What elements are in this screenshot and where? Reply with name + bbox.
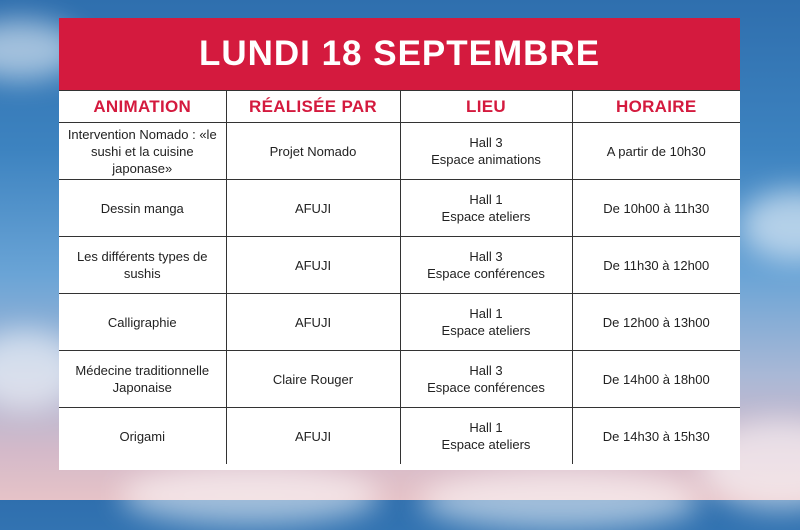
cell-horaire: De 12h00 à 13h00: [572, 294, 740, 351]
table-row: [59, 237, 740, 294]
table-row: [59, 294, 740, 351]
cell-realisee-par: AFUJI: [226, 294, 400, 351]
schedule-table: [59, 90, 740, 464]
cell-lieu: [400, 408, 572, 465]
cell-horaire: A partir de 10h30: [572, 123, 740, 180]
lieu-hall: Hall 3: [469, 135, 503, 150]
lieu-espace: Espace animations: [431, 152, 541, 167]
lieu-espace: Espace conférences: [427, 380, 545, 395]
table-row: [59, 408, 740, 465]
cell-horaire: De 14h00 à 18h00: [572, 351, 740, 408]
column-header-realisee-par: RÉALISÉE PAR: [226, 91, 400, 123]
lieu-hall: Hall 3: [469, 363, 503, 378]
cell-lieu: [400, 237, 572, 294]
lieu-espace: Espace ateliers: [441, 209, 531, 224]
cloud: [420, 470, 700, 530]
lieu-hall: Hall 1: [469, 306, 503, 321]
cell-horaire: De 11h30 à 12h00: [572, 237, 740, 294]
lieu-espace: Espace ateliers: [441, 437, 531, 452]
cell-lieu: [400, 294, 572, 351]
cell-realisee-par: AFUJI: [226, 180, 400, 237]
lieu-hall: Hall 3: [469, 249, 503, 264]
cell-animation: Calligraphie: [59, 294, 226, 351]
table-header-row: [59, 91, 740, 123]
cell-realisee-par: AFUJI: [226, 237, 400, 294]
cell-lieu: [400, 180, 572, 237]
cell-horaire: De 10h00 à 11h30: [572, 180, 740, 237]
lieu-espace: Espace ateliers: [441, 323, 531, 338]
page-title: LUNDI 18 SEPTEMBRE: [59, 18, 740, 90]
cell-animation: Intervention Nomado : «le sushi et la cuisine japonase»: [59, 123, 226, 180]
cell-horaire: De 14h30 à 15h30: [572, 408, 740, 465]
cloud: [120, 465, 380, 525]
column-header-animation: ANIMATION: [59, 91, 226, 123]
schedule-panel: [59, 18, 740, 470]
cell-animation: Les différents types de sushis: [59, 237, 226, 294]
table-row: [59, 123, 740, 180]
cell-realisee-par: Claire Rouger: [226, 351, 400, 408]
cell-animation: Dessin manga: [59, 180, 226, 237]
column-header-horaire: HORAIRE: [572, 91, 740, 123]
cell-animation: Origami: [59, 408, 226, 465]
cell-realisee-par: Projet Nomado: [226, 123, 400, 180]
cell-animation: Médecine traditionnelle Japonaise: [59, 351, 226, 408]
cell-realisee-par: AFUJI: [226, 408, 400, 465]
table-row: [59, 180, 740, 237]
cell-lieu: [400, 351, 572, 408]
lieu-hall: Hall 1: [469, 192, 503, 207]
lieu-espace: Espace conférences: [427, 266, 545, 281]
column-header-lieu: LIEU: [400, 91, 572, 123]
cell-lieu: [400, 123, 572, 180]
lieu-hall: Hall 1: [469, 420, 503, 435]
cloud: [740, 190, 800, 260]
table-row: [59, 351, 740, 408]
